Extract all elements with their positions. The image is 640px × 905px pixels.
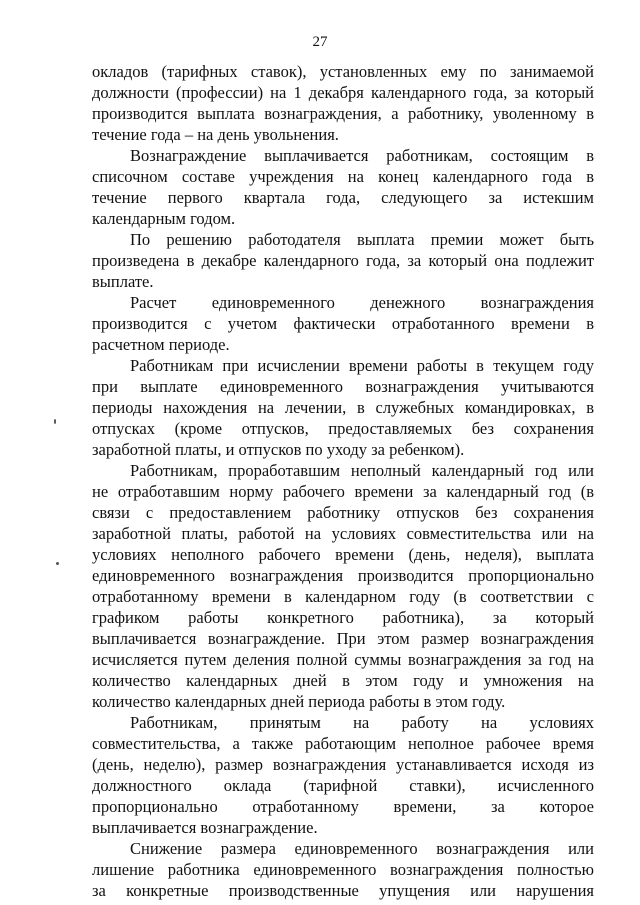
text-line: (день, неделю), размер вознаграждения устанавливается исходя из <box>92 755 594 774</box>
text-line: заработной платы, работой на условиях совместительства или на <box>92 524 594 543</box>
text-line: заработной платы, и отпусков по уходу за ребенком). <box>92 440 465 459</box>
text-line: По решению работодателя выплата премии может быть <box>130 230 594 249</box>
text-line: лишение работника единовременного вознаграждения полностью <box>92 860 594 879</box>
text-line: выплате. <box>92 272 154 291</box>
text-line: Работникам при исчислении времени работы в текущем году <box>130 356 594 375</box>
text-line: списочном составе учреждения на конец календарного года в <box>92 167 594 186</box>
text-line: графиком работы конкретного работника), за который <box>92 608 594 627</box>
scan-speck-mark <box>56 562 59 565</box>
text-line: окладов (тарифных ставок), установленных ему по занимаемой <box>92 62 594 81</box>
text-line: течение первого квартала года, следующего за истекшим <box>92 188 594 207</box>
text-line: Работникам, проработавшим неполный календарный год или <box>130 461 594 480</box>
text-line: условиях неполного рабочего времени (день, неделя), выплата <box>92 545 594 564</box>
text-line: произведена в декабре календарного года, за который она подлежит <box>92 251 594 270</box>
text-line: Снижение размера единовременного вознаграждения или <box>130 839 594 858</box>
text-line: календарным годом. <box>92 209 236 228</box>
text-line: течение года – на день увольнения. <box>92 125 339 144</box>
text-line: должностного оклада (тарифной ставки), исчисленного <box>92 776 594 795</box>
text-line: расчетном периоде. <box>92 335 230 354</box>
text-line: выплачивается вознаграждение. <box>92 818 318 837</box>
text-line: совместительства, а также работающим неполное рабочее время <box>92 734 594 753</box>
text-line: производится выплата вознаграждения, а работнику, уволенному в <box>92 104 594 123</box>
text-line: за конкретные производственные упущения или нарушения <box>92 881 594 900</box>
text-line: исчисляется путем деления полной суммы вознаграждения за год на <box>92 650 594 669</box>
text-line: должности (профессии) на 1 декабря календарного года, за который <box>92 83 594 102</box>
scan-speck-mark <box>54 419 56 424</box>
text-line: Расчет единовременного денежного вознаграждения <box>130 293 594 312</box>
text-line: производится с учетом фактически отработанного времени в <box>92 314 594 333</box>
text-line: количество календарных дней в этом году и умножения на <box>92 671 594 690</box>
text-line: пропорционально отработанному времени, за которое <box>92 797 594 816</box>
page-number: 27 <box>312 34 328 50</box>
text-line: отработанному времени в календарном году (в соответствии с <box>92 587 594 606</box>
text-line: при выплате единовременного вознаграждения учитываются <box>92 377 594 396</box>
text-line: отпусках (кроме отпусков, предоставляемых без сохранения <box>92 419 594 438</box>
text-line: не отработавшим норму рабочего времени за календарный год (в <box>92 482 594 501</box>
text-line: связи с предоставлением работнику отпусков без сохранения <box>92 503 594 522</box>
text-line: Вознаграждение выплачивается работникам, состоящим в <box>130 146 594 165</box>
text-line: Работникам, принятым на работу на условиях <box>130 713 594 732</box>
text-line: количество календарных дней периода работы в этом году. <box>92 692 506 711</box>
text-line: периоды нахождения на лечении, в служебных командировках, в <box>92 398 594 417</box>
text-line: единовременного вознаграждения производится пропорционально <box>92 566 594 585</box>
text-line: выплачивается вознаграждение. При этом размер вознаграждения <box>92 629 594 648</box>
